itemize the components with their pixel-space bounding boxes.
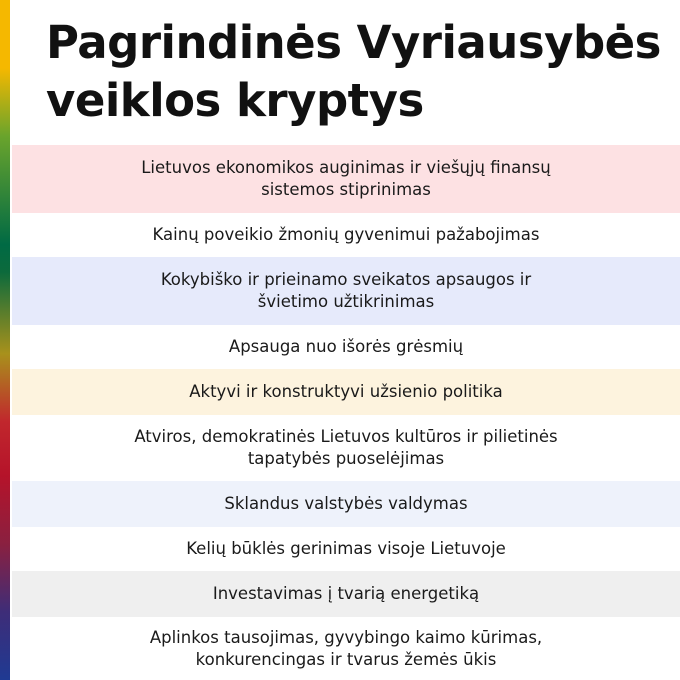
list-item-label: Aktyvi ir konstruktyvi užsienio politika xyxy=(189,382,503,401)
list-item-label: Kokybiško ir prieinamo sveikatos apsaugos ir švietimo užtikrinimas xyxy=(160,270,532,311)
page-title: Pagrindinės Vyriausybės veiklos kryptys xyxy=(46,16,661,127)
list-item xyxy=(12,617,680,680)
list-item xyxy=(12,257,680,325)
list-item-label: Apsauga nuo išorės grėsmių xyxy=(228,337,464,356)
list-item xyxy=(12,213,680,257)
list-item xyxy=(12,325,680,369)
list-item xyxy=(12,527,680,571)
list-item-label: Atviros, demokratinės Lietuvos kultūros ir pilietinės tapatybės puoselėjimas xyxy=(134,427,558,468)
list-item xyxy=(12,145,680,213)
list-item-label: Aplinkos tausojimas, gyvybingo kaimo kūrimas, konkurencingas ir tvarus žemės ūkis xyxy=(149,627,543,669)
list-item xyxy=(12,571,680,617)
list-item xyxy=(12,415,680,481)
list-item-label: Investavimas į tvarią energetiką xyxy=(212,584,480,603)
list-item-label: Kainų poveikio žmonių gyvenimui pažabojimas xyxy=(152,225,540,244)
list-item-label: Lietuvos ekonomikos auginimas ir viešųjų finansų sistemos stiprinimas xyxy=(141,158,551,199)
list-item-label: Kelių būklės gerinimas visoje Lietuvoje xyxy=(186,539,506,558)
list-item xyxy=(12,481,680,527)
list-item xyxy=(12,369,680,415)
list-item-label: Sklandus valstybės valdymas xyxy=(224,494,468,513)
color-stripe xyxy=(0,0,10,680)
